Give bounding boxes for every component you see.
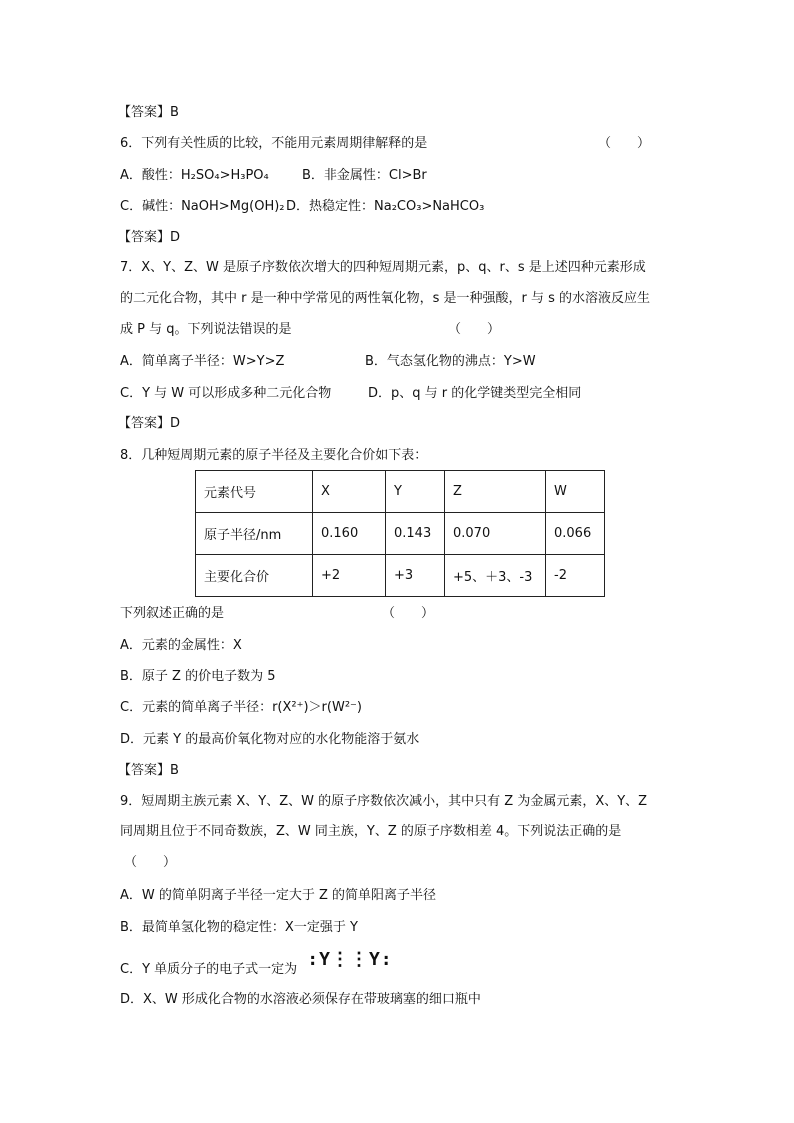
q9-stem-line2: 同周期且位于不同奇数族，Z、W 同主族，Y、Z 的原子序数相差 4。下列说法正确的是 — [120, 824, 622, 839]
table-cell: 0.160 — [313, 513, 386, 555]
table-cell: 0.143 — [386, 513, 445, 555]
q8-stem: 8．几种短周期元素的原子半径及主要化合价如下表： — [120, 448, 428, 463]
table-cell: Y — [386, 471, 445, 513]
table-cell: +5、＋3、-3 — [445, 555, 546, 597]
q8-answer: 【答案】B — [118, 763, 179, 778]
q9-option-b: B．最简单氢化物的稳定性：X一定强于 Y — [120, 920, 358, 935]
q6-option-c-value: NaOH>Mg(OH)₂ — [181, 199, 285, 214]
table-cell: X — [313, 471, 386, 513]
q6-option-c-label: C．碱性： — [120, 199, 182, 214]
table-cell: -2 — [546, 555, 605, 597]
q8-option-c-label: C．元素的简单离子半径： — [120, 700, 273, 715]
q6-option-a — [120, 166, 269, 186]
q6-answer-blank: （ ） — [598, 136, 651, 151]
q7-option-c: C．Y 与 W 可以形成多种二元化合物 — [120, 386, 332, 401]
q7-option-a: A．简单离子半径：W>Y>Z — [120, 354, 285, 369]
table-cell: 0.070 — [445, 513, 546, 555]
q9-option-a: A．W 的简单阴离子半径一定大于 Z 的简单阳离子半径 — [120, 888, 437, 903]
q9-answer-blank: （ ） — [124, 855, 177, 870]
q6-option-b — [302, 166, 427, 186]
table-row — [196, 513, 605, 555]
q6-option-d-value: Na₂CO₃>NaHCO₃ — [374, 199, 485, 214]
q8-question: 下列叙述正确的是 — [120, 606, 225, 621]
table-cell: +2 — [313, 555, 386, 597]
table-cell: 0.066 — [546, 513, 605, 555]
table-row — [196, 471, 605, 513]
q7-stem-line1: 7．X、Y、Z、W 是原子序数依次增大的四种短周期元素，p、q、r、s 是上述四种元素形成 — [120, 260, 646, 275]
q7-answer-blank: （ ） — [448, 322, 501, 337]
table-cell: Z — [445, 471, 546, 513]
q9-option-c-label: C．Y 单质分子的电子式一定为 — [120, 962, 298, 977]
q6-option-d — [286, 197, 484, 217]
q9-option-c — [120, 949, 393, 980]
q6-stem: 6．下列有关性质的比较，不能用元素周期律解释的是 — [120, 136, 428, 151]
q8-option-d: D．元素 Y 的最高价氧化物对应的水化物能溶于氨水 — [120, 732, 420, 747]
q7-stem-line2: 的二元化合物，其中 r 是一种中学常见的两性氧化物，s 是一种强酸，r 与 s 的水溶液反应生 — [120, 291, 651, 306]
q8-answer-blank: （ ） — [382, 606, 435, 621]
table-cell: +3 — [386, 555, 445, 597]
q7-answer: 【答案】D — [118, 416, 181, 431]
table-cell: 元素代号 — [196, 471, 313, 513]
q9-stem-line1: 9．短周期主族元素 X、Y、Z、W 的原子序数依次减小，其中只有 Z 为金属元素，X、Y、Z — [120, 794, 648, 809]
q6-option-a-value: H₂SO₄>H₃PO₄ — [180, 168, 269, 183]
q5-answer: 【答案】B — [118, 105, 179, 120]
q7-option-b: B．气态氢化物的沸点：Y>W — [365, 354, 536, 369]
q6-option-a-label: A．酸性： — [120, 168, 181, 183]
q9-option-d: D．X、W 形成化合物的水溶液必须保存在带玻璃塞的细口瓶中 — [120, 992, 481, 1007]
q8-option-b: B．原子 Z 的价电子数为 5 — [120, 669, 276, 684]
q7-stem-line3: 成 P 与 q。下列说法错误的是 — [120, 322, 292, 337]
q6-option-c — [120, 197, 285, 217]
q6-option-b-value: Cl>Br — [388, 168, 427, 183]
q7-option-d: D．p、q 与 r 的化学键类型完全相同 — [368, 386, 582, 401]
table-cell: W — [546, 471, 605, 513]
q6-option-d-label: D．热稳定性： — [286, 199, 375, 214]
q8-option-c-value: r(X²⁺)＞r(W²⁻) — [272, 700, 362, 715]
q8-data-table — [195, 470, 605, 597]
table-cell: 主要化合价 — [196, 555, 313, 597]
q8-option-c — [120, 698, 362, 718]
q6-answer: 【答案】D — [118, 230, 181, 245]
table-cell: 原子半径/nm — [196, 513, 313, 555]
table-row — [196, 555, 605, 597]
q8-option-a: A．元素的金属性：X — [120, 638, 242, 653]
q6-option-b-label: B．非金属性： — [302, 168, 389, 183]
q9-lewis-structure: :Y⋮⋮Y: — [307, 949, 393, 970]
